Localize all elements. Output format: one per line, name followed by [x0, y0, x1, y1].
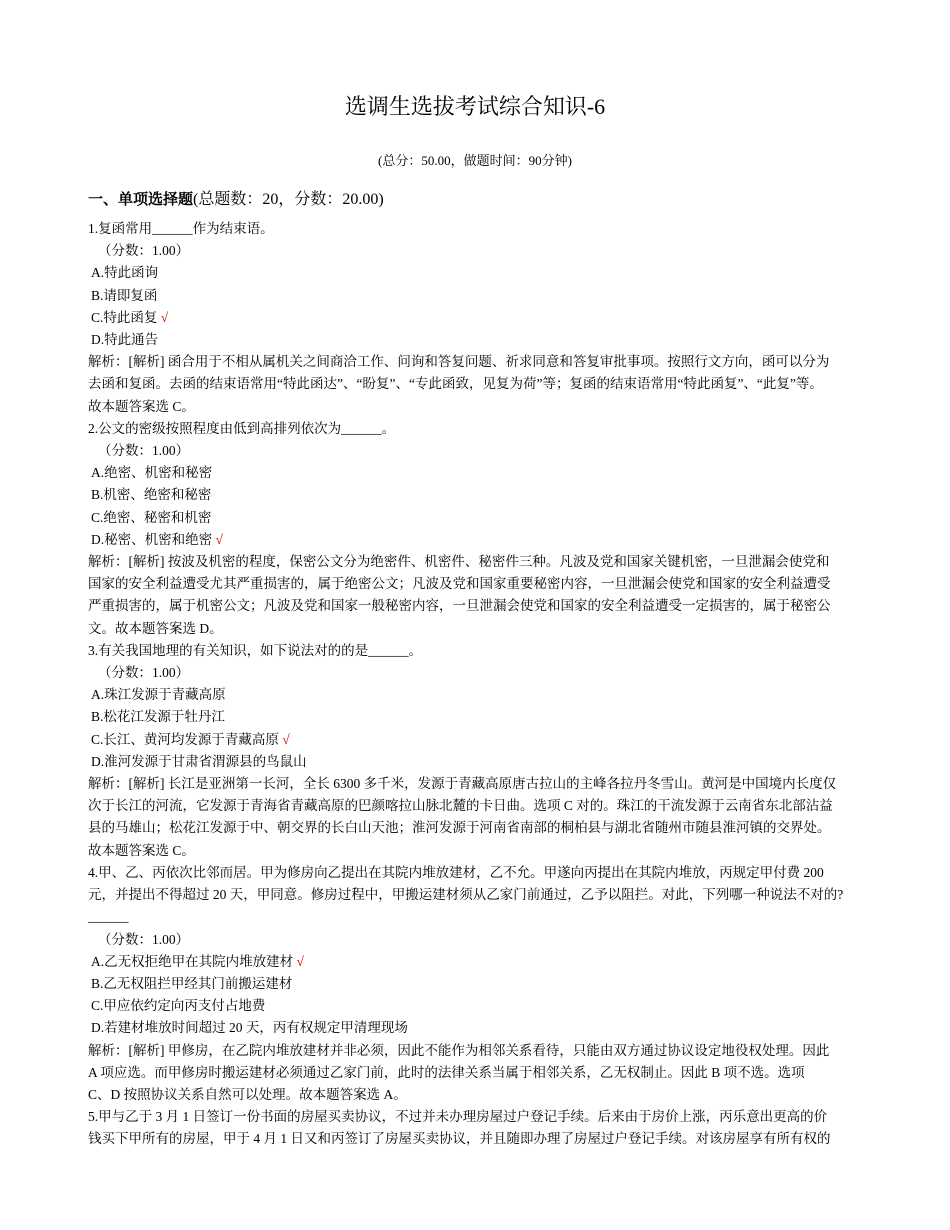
- question-1: [88, 218, 868, 418]
- option-d: D.淮河发源于甘肃省渭源县的鸟鼠山: [91, 753, 307, 769]
- option-c: C.甲应依约定向丙支付占地费: [91, 998, 266, 1014]
- question-score: （分数：1.00）: [98, 443, 190, 459]
- analysis-line: C、D 按照协议关系自然可以处理。故本题答案选 A。: [88, 1086, 407, 1102]
- option-a: A.绝密、机密和秘密: [91, 465, 213, 481]
- option-c: C.特此函复 √: [91, 309, 169, 325]
- question-score: （分数：1.00）: [98, 665, 190, 681]
- question-stem: 3.有关我国地理的有关知识，如下说法对的的是______。: [88, 642, 423, 658]
- correct-mark-icon: √: [160, 309, 169, 325]
- question-5: [88, 1106, 868, 1150]
- analysis-line: 次于长江的河流，它发源于青海省青藏高原的巴颜喀拉山脉北麓的卡日曲。选项 C 对的。珠江的干流发源于云南省东北部沾益: [88, 798, 833, 814]
- option-a: A.乙无权拒绝甲在其院内堆放建材 √: [91, 953, 304, 969]
- question-stem: 钱买下甲所有的房屋，甲于 4 月 1 日又和丙签订了房屋买卖协议，并且随即办理了房屋过户登记手续。对该房屋享有所有权的: [88, 1131, 831, 1147]
- page-title: 选调生选拔考试综合知识-6: [344, 94, 606, 119]
- section-meta: (总题数：20，分数：20.00): [193, 191, 384, 208]
- analysis-line: 解析：[解析] 甲修房，在乙院内堆放建材并非必须，因此不能作为相邻关系看待，只能由双方通过协议设定地役权处理。因此: [88, 1042, 830, 1058]
- option-a: A.特此函询: [91, 265, 159, 281]
- analysis-line: A 项应选。而甲修房时搬运建材必须通过乙家门前，此时的法律关系当属于相邻关系，乙无权制止。因此 B 项不选。选项: [88, 1064, 805, 1080]
- option-c: C.绝密、秘密和机密: [91, 509, 212, 525]
- correct-mark-icon: √: [215, 531, 223, 547]
- question-2: [88, 418, 868, 640]
- exam-meta: (总分：50.00，做题时间：90分钟): [378, 153, 572, 168]
- question-list: [88, 218, 868, 1151]
- option-c: C.长江、黄河均发源于青藏高原 √: [91, 731, 290, 747]
- question-stem: 元，并提出不得超过 20 天，甲同意。修房过程中，甲搬运建材须从乙家门前通过，乙予以阻拦。对此，下列哪一种说法不对的?: [88, 887, 844, 903]
- analysis-line: 国家的安全利益遭受尤其严重损害的，属于绝密公文；凡波及党和国家重要秘密内容，一旦泄漏会使党和国家的安全利益遭受: [88, 576, 831, 592]
- option-d: D.秘密、机密和绝密 √: [91, 531, 223, 547]
- question-stem: 4.甲、乙、丙依次比邻而居。甲为修房向乙提出在其院内堆放建材，乙不允。甲遂向丙提出在其院内堆放，丙规定甲付费 200: [88, 864, 824, 880]
- question-stem: 1.复函常用______作为结束语。: [88, 221, 274, 236]
- question-stem: ______: [88, 909, 129, 925]
- question-3: [88, 640, 868, 862]
- option-b: B.机密、绝密和秘密: [91, 487, 212, 503]
- question-4: [88, 862, 868, 1106]
- option-a: A.珠江发源于青藏高原: [91, 687, 226, 703]
- analysis-line: 故本题答案选 C。: [88, 398, 195, 414]
- analysis-line: 解析：[解析] 长江是亚洲第一长河，全长 6300 多千米，发源于青藏高原唐古拉山的主峰各拉丹冬雪山。黄河是中国境内长度仅: [88, 776, 837, 792]
- option-d: D.特此通告: [91, 332, 159, 348]
- option-d: D.若建材堆放时间超过 20 天，丙有权规定甲清理现场: [91, 1020, 408, 1036]
- analysis-line: 严重损害的，属于机密公文；凡波及党和国家一般秘密内容，一旦泄漏会使党和国家的安全利益遭受一定损害的，属于秘密公: [88, 598, 831, 614]
- analysis-line: 故本题答案选 C。: [88, 842, 195, 858]
- question-score: （分数：1.00）: [98, 931, 190, 947]
- analysis-line: 县的马雄山；松花江发源于中、朝交界的长白山天池；淮河发源于河南省南部的桐柏县与湖北省随州市随县淮河镇的交界处。: [88, 820, 831, 836]
- analysis-line: 解析：[解析] 按波及机密的程度，保密公文分为绝密件、机密件、秘密件三种。凡波及党和国家关键机密，一旦泄漏会使党和: [88, 554, 830, 570]
- option-b: B.乙无权阻拦甲经其门前搬运建材: [91, 975, 293, 991]
- question-stem: 2.公文的密级按照程度由低到高排列依次为______。: [88, 420, 396, 436]
- section-header: [88, 186, 384, 209]
- option-b: B.松花江发源于牡丹江: [91, 709, 225, 725]
- analysis-line: 文。故本题答案选 D。: [88, 620, 223, 636]
- analysis-line: 去函和复函。去函的结束语常用“特此函达”、“盼复”、“专此函致，见复为荷”等；复函的结束语常用“特此函复”、“此复”等。: [88, 376, 823, 392]
- correct-mark-icon: √: [296, 953, 304, 969]
- correct-mark-icon: √: [282, 731, 290, 747]
- question-stem: 5.甲与乙于 3 月 1 日签订一份书面的房屋买卖协议，不过并未办理房屋过户登记手续。后来由于房价上涨，丙乐意出更高的价: [88, 1109, 828, 1125]
- analysis-line: 解析：[解析] 函合用于不相从属机关之间商洽工作、问询和答复问题、祈求同意和答复审批事项。按照行文方向，函可以分为: [88, 354, 830, 370]
- question-score: （分数：1.00）: [98, 243, 190, 259]
- option-b: B.请即复函: [91, 287, 158, 303]
- section-heading: 一、单项选择题: [88, 190, 194, 208]
